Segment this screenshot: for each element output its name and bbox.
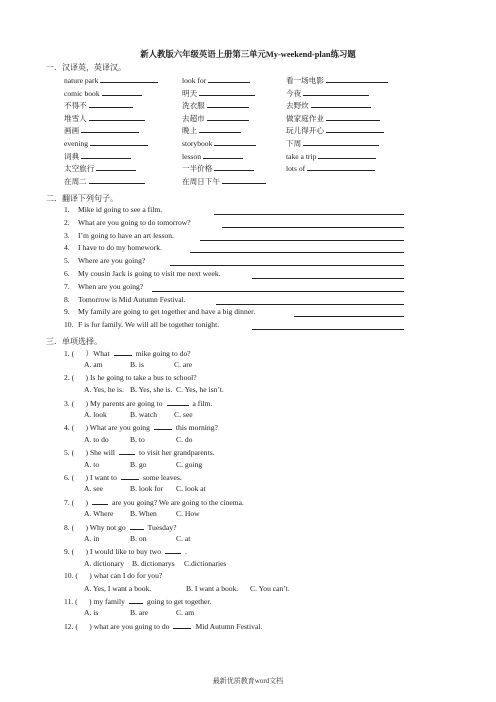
vocab-cell [286, 137, 379, 149]
item-number: 3. [64, 230, 70, 240]
vocab-cell [64, 99, 133, 111]
question-text: 2. ( ) Is he going to take a bus to school? [64, 372, 197, 382]
question-text: 4. ( ) What are you going [64, 423, 150, 433]
vocab-term: nature park [64, 76, 99, 85]
option-c[interactable]: C. am [176, 608, 195, 618]
vocab-row [64, 137, 404, 149]
fill-blank[interactable] [154, 422, 172, 430]
vocab-row [64, 112, 404, 124]
answer-blank[interactable] [199, 87, 255, 96]
question-stem [64, 373, 197, 382]
page-title: 新人教版六年级英语上册第三单元My-weekend-plan练习题 [140, 50, 356, 59]
answer-line[interactable] [214, 214, 404, 215]
answer-line[interactable] [190, 252, 404, 253]
vocab-term: 在周二 [64, 176, 87, 186]
option-a[interactable]: A. to [84, 459, 100, 469]
answer-blank[interactable] [90, 137, 148, 146]
answer-blank[interactable] [81, 150, 131, 159]
question-text: 3. ( ) My parents are going to [64, 398, 163, 408]
vocab-term: 画画 [64, 126, 80, 136]
question-text: 1. ( ）What [64, 349, 110, 358]
option-c[interactable]: C. You can’t. [250, 583, 290, 593]
question-text-tail: . [185, 547, 187, 557]
sentence-text: I’m going to have an art lesson. [78, 230, 174, 240]
vocab-row [64, 87, 404, 99]
vocab-row [64, 150, 404, 162]
vocab-term: 玩儿得开心 [286, 126, 324, 136]
vocab-term: 去超市 [182, 113, 205, 123]
answer-line[interactable] [216, 304, 404, 305]
question-text: 6. ( ) I want to [64, 473, 117, 482]
question-stem [64, 348, 191, 359]
vocab-cell [182, 124, 241, 136]
fill-blank[interactable] [92, 497, 108, 505]
vocab-term: storybook [182, 139, 213, 148]
option-b[interactable]: B. I want a book. [186, 583, 239, 593]
vocab-cell [286, 150, 376, 161]
question-stem [64, 447, 215, 457]
question-stem [64, 571, 162, 580]
answer-blank[interactable] [89, 112, 145, 121]
option-c[interactable]: C.dictionaries [184, 558, 227, 568]
option-c[interactable]: C. going [176, 459, 203, 469]
fill-blank[interactable] [114, 348, 132, 356]
option-b[interactable]: B. look for [130, 484, 164, 494]
answer-blank[interactable] [326, 124, 384, 133]
answer-line[interactable] [252, 278, 404, 279]
sentence-text: Where are you going? [78, 256, 146, 266]
vocab-cell [182, 87, 255, 99]
vocab-term: 堆雪人 [64, 113, 87, 123]
fill-blank[interactable] [165, 546, 181, 554]
question-text: 12. ( ) what are you going to do [64, 621, 170, 631]
translation-item [64, 269, 404, 281]
translation-item [64, 218, 404, 230]
answer-blank[interactable] [207, 112, 249, 121]
vocab-row [64, 162, 404, 174]
answer-line[interactable] [200, 240, 404, 241]
section-1-heading: 一．汉译英，英译汉。 [46, 63, 126, 72]
item-number: 9. [64, 307, 70, 317]
answer-blank[interactable] [81, 124, 139, 133]
item-number: 8. [64, 294, 70, 304]
translation-item [64, 295, 404, 307]
vocab-cell [182, 150, 243, 161]
option-c[interactable]: C. are [174, 360, 193, 370]
question-text-tail: this morning? [175, 423, 218, 433]
vocab-term: 看一场电影 [286, 76, 324, 85]
vocab-cell [64, 87, 142, 98]
option-c[interactable]: C. at [176, 534, 191, 543]
answer-line[interactable] [170, 265, 404, 266]
sentence-text: My cousin Jack is going to visit me next week. [78, 269, 221, 278]
fill-blank[interactable] [173, 621, 191, 629]
vocab-cell [286, 87, 369, 99]
vocab-term: 不得不 [64, 101, 87, 111]
question-stem [64, 522, 177, 532]
vocab-term: 下周 [286, 139, 302, 148]
vocab-cell [182, 137, 256, 148]
vocab-cell [286, 74, 388, 86]
vocab-term: take a trip [286, 151, 317, 161]
option-c[interactable]: C. Yes, he isn’t. [176, 385, 224, 395]
translation-item [64, 282, 404, 294]
option-a[interactable]: A. see [84, 484, 103, 494]
option-a[interactable]: A. to do [84, 434, 109, 444]
question-text-tail: to visit her grandparents. [139, 448, 215, 458]
option-b[interactable]: B. Yes, she is. [130, 385, 173, 395]
question-text: 5. ( ) She will [64, 448, 116, 458]
item-number: 2. [64, 217, 70, 227]
question-stem [64, 472, 182, 482]
item-number: 4. [64, 243, 70, 253]
answer-line[interactable] [252, 329, 404, 330]
option-c[interactable]: C. How [176, 509, 200, 519]
question-text-tail: going to get together. [146, 597, 212, 606]
sentence-text: Mike id going to see a film. [78, 205, 163, 214]
sentence-text: I have to do my homework. [78, 243, 162, 253]
answer-blank[interactable] [303, 87, 369, 96]
sentence-text: When are you going? [78, 281, 144, 291]
question-text: 7. ( ) [64, 497, 89, 507]
item-number: 6. [64, 269, 70, 278]
vocab-cell [64, 137, 148, 148]
vocab-cell [182, 175, 266, 187]
option-b[interactable]: B. on [130, 534, 147, 543]
answer-blank[interactable] [96, 162, 136, 171]
vocab-cell [286, 112, 380, 124]
vocab-term: 一半价格 [182, 164, 213, 174]
vocab-cell [182, 112, 249, 124]
answer-blank[interactable] [89, 175, 145, 184]
vocab-cell [182, 162, 254, 174]
translation-item [64, 243, 404, 255]
question-stem [64, 497, 244, 507]
option-a[interactable]: A. is [84, 608, 99, 618]
vocab-term: 去野炊 [286, 101, 309, 111]
question-stem [64, 398, 212, 408]
vocab-term: 词典 [64, 151, 80, 161]
question-text-tail: are you going? We are going to the cinema. [112, 497, 244, 507]
vocab-term: lots of [286, 164, 306, 174]
section-2-heading: 二．翻译下列句子。 [46, 194, 118, 203]
translation-item [64, 205, 404, 217]
fill-blank[interactable] [167, 398, 189, 406]
vocab-cell [182, 99, 249, 111]
vocab-term: 做家庭作业 [286, 113, 324, 123]
vocab-row [64, 74, 404, 86]
answer-blank[interactable] [89, 99, 133, 108]
fill-blank[interactable] [130, 522, 144, 530]
translation-item [64, 320, 404, 332]
option-b[interactable]: B. is [130, 360, 144, 370]
question-text-tail: mike going to do? [135, 349, 191, 358]
item-number: 5. [64, 256, 70, 266]
answer-blank[interactable] [102, 87, 142, 96]
option-c[interactable]: C. see [174, 410, 193, 419]
vocab-term: 在周日下午 [182, 176, 220, 186]
option-b[interactable]: B. go [130, 459, 147, 469]
vocab-row [64, 175, 404, 187]
vocab-cell [64, 74, 158, 85]
question-stem [64, 546, 187, 556]
vocab-cell [64, 175, 145, 187]
vocab-cell [182, 74, 250, 85]
fill-blank[interactable] [119, 447, 135, 455]
question-text-tail: a film. [192, 398, 213, 408]
option-c[interactable]: C. look at [176, 484, 206, 494]
answer-line[interactable] [152, 291, 404, 292]
question-text-tail: some leaves. [142, 473, 182, 482]
vocab-term: look for [182, 76, 207, 85]
option-a[interactable]: A. dictionary [84, 558, 125, 568]
option-a[interactable]: A. am [84, 360, 103, 370]
answer-line[interactable] [294, 316, 404, 317]
vocab-term: 今夜 [286, 88, 302, 98]
sentence-text: F is for family. We will all be together tonight. [78, 320, 220, 330]
answer-blank[interactable] [326, 112, 380, 121]
fill-blank[interactable] [121, 472, 139, 480]
vocab-term: 晚上 [182, 126, 198, 136]
vocab-term: 太空旅行 [64, 164, 95, 174]
vocab-cell [64, 112, 145, 124]
answer-blank[interactable] [326, 74, 388, 83]
vocab-cell [64, 162, 136, 174]
question-text: 8. ( ) Why not go [64, 522, 126, 532]
answer-blank[interactable] [203, 150, 243, 159]
translation-item [64, 307, 404, 319]
answer-blank[interactable] [214, 137, 256, 146]
item-number: 10. [64, 320, 74, 330]
answer-blank[interactable] [307, 162, 375, 171]
question-stem [64, 621, 262, 631]
question-text-tail: Tuesday? [147, 522, 177, 532]
vocab-row [64, 99, 404, 111]
vocab-cell [286, 99, 371, 111]
vocab-cell [286, 162, 375, 173]
answer-blank[interactable] [303, 137, 379, 146]
vocab-term: 明天 [182, 88, 198, 98]
answer-blank[interactable] [199, 124, 241, 133]
vocab-cell [286, 124, 384, 136]
question-text-tail: Mid Autumn Festival. [195, 621, 263, 631]
fill-blank[interactable] [129, 596, 143, 604]
question-text: 11. ( ) my family [64, 597, 125, 606]
item-number: 7. [64, 281, 70, 291]
item-number: 1. [64, 205, 70, 214]
option-a[interactable]: A. look [84, 410, 107, 419]
option-b[interactable]: B. to [130, 434, 145, 444]
vocab-cell [64, 150, 131, 162]
answer-blank[interactable] [100, 74, 158, 83]
section-3-heading: 三．单项选择。 [46, 337, 102, 346]
option-a[interactable]: A. Where [84, 509, 114, 519]
answer-line[interactable] [222, 227, 404, 228]
answer-blank[interactable] [208, 74, 250, 83]
option-c[interactable]: C. do [176, 434, 193, 444]
answer-blank[interactable] [222, 175, 266, 184]
page-footer: 最新优质教育word文档 [212, 677, 284, 685]
translation-item [64, 256, 404, 268]
sentence-text: What are you going to do tomorrow? [78, 217, 191, 227]
question-text: 10. ( ) what can I do for you? [64, 571, 163, 581]
vocab-term: lesson [182, 151, 201, 161]
question-text: 9. ( ) I would like to buy two [64, 547, 162, 557]
answer-blank[interactable] [207, 99, 249, 108]
vocab-row [64, 124, 404, 136]
question-stem [64, 596, 211, 606]
vocab-term: comic book [64, 88, 100, 98]
option-b[interactable]: B. dictionarys [132, 558, 175, 568]
answer-blank[interactable] [214, 162, 254, 171]
option-a[interactable]: A. Yes, I want a book. [84, 583, 152, 593]
option-b[interactable]: B. watch [130, 410, 157, 419]
option-b[interactable]: B. When [130, 509, 157, 519]
answer-blank[interactable] [318, 150, 376, 159]
translation-item [64, 231, 404, 243]
option-a[interactable]: A. Yes, he is. [84, 385, 124, 395]
vocab-term: evening [64, 139, 89, 148]
sentence-text: Tomorrow is Mid Autumn Festival. [78, 294, 186, 304]
vocab-cell [64, 124, 139, 136]
answer-blank[interactable] [311, 99, 371, 108]
vocab-term: 洗衣服 [182, 101, 205, 111]
option-b[interactable]: B. are [130, 608, 149, 618]
option-a[interactable]: A. in [84, 534, 100, 543]
sentence-text: My family are going to get together and have a big dinner. [78, 307, 256, 317]
question-stem [64, 422, 218, 432]
